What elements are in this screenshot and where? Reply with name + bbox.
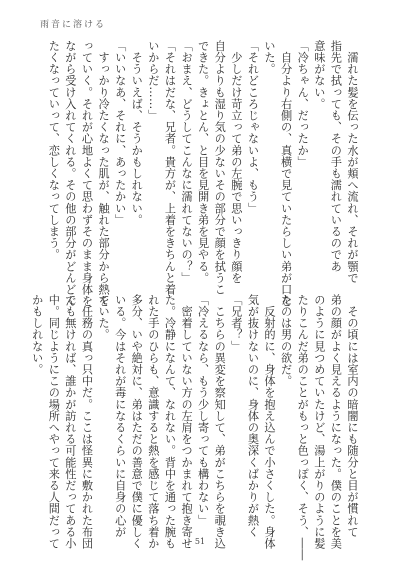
text-line: 「それはだな、兄者。貴方が、上着をきちんと着 [163,40,177,296]
text-line: でも無ければ、誰かが訪れる可能性だってある小 [63,294,77,550]
text-line: 自分よりも湿り気の少ないその部分で顔を拭うこ [213,40,227,296]
text-line: 「冷ちゃん、だったか」 [296,40,310,168]
text-line: 少しだけ苛立って弟の左腕で思いっきり顔を [229,40,243,284]
text-line: 意味がない。 [312,40,326,110]
text-line: のように見つめていたけど、湯上がりのように髪 [312,294,326,550]
text-line: 「冷えるなら、もう少し寄っても構わない」 [196,294,210,526]
text-line: たりこんだ弟のことがもっと色っぽく、そう、―― [296,294,310,561]
page-number: 51 [194,537,206,546]
text-line: っていく。それが心地よくて思わずそのまま身体を [80,40,94,307]
text-line: その頃には室内の暗闇にも随分と目が慣れて [346,294,359,538]
top-text-block [45,40,360,307]
text-line: 濡れた髪を伝った水が頬へ流れ、それが顎で [346,40,359,284]
text-line: た。冷静になんて、なれない。背中を通った腕も [163,294,177,550]
text-line: いからだ……」 [146,40,160,122]
text-line: 中。同じようにこの場所へやって来る人間だって [47,294,61,550]
text-line: かもしれない。 [30,294,44,376]
text-line: できた。きょとん、と目を見開き弟を見やる。 [196,40,210,284]
text-line: 気が抜けないのに、身体の奥深くばかりが熱く [246,294,260,538]
text-line: 任務の真っ只中だ。ここは怪異に敷かれた布団 [80,294,94,550]
text-line: すっかり冷たくなった肌が、触れた部分から熱を [97,40,111,307]
text-line: 指先で拭っても、その手も濡れているのであ [329,40,343,272]
text-line: そういえば、そうかもしれない。 [130,40,144,226]
text-line: ていた。 [97,294,111,341]
text-line: れた手のひらも、意識すると熱を感じて落ち着か [146,294,160,550]
running-header: 雨音に溶ける [40,20,107,30]
text-line: 「それどころじゃないよ、もう」 [246,40,260,214]
text-line: たのは男の欲だ。 [279,294,293,387]
text-line: 密着していない方の左肩をつかまれて抱き寄せ [180,294,194,550]
text-line: いる。今はそれが毒になるくらいに自身の心が [113,294,127,538]
text-line: 自分より右側の、真横で見ていたらしい弟が口を [279,40,293,307]
text-line: ながら受け入れてくれる。その他の部分がどんどん [63,40,77,307]
text-line: 「いいなあ、それに、あったかい」 [113,40,127,226]
text-line: たくなっていって、恋しくなってしまう。 [47,40,61,261]
text-line: いた。 [263,40,277,75]
text-line: 「おまえ、どうしてこんなに濡れてないの？」 [180,40,194,284]
text-line: 多分、いや絶対に、弟はただの善意で僕に優しく [130,294,144,550]
text-line: こちらの異変を察知して、弟がこちらを覗き込 [213,294,227,550]
text-line: 「兄者？」 [229,294,243,352]
text-line: 反射的に、身体を抱え込んで小さくした。身体 [263,294,277,550]
text-line: 弟の顔がよく見えるようになった。僕のことを美 [329,294,343,550]
